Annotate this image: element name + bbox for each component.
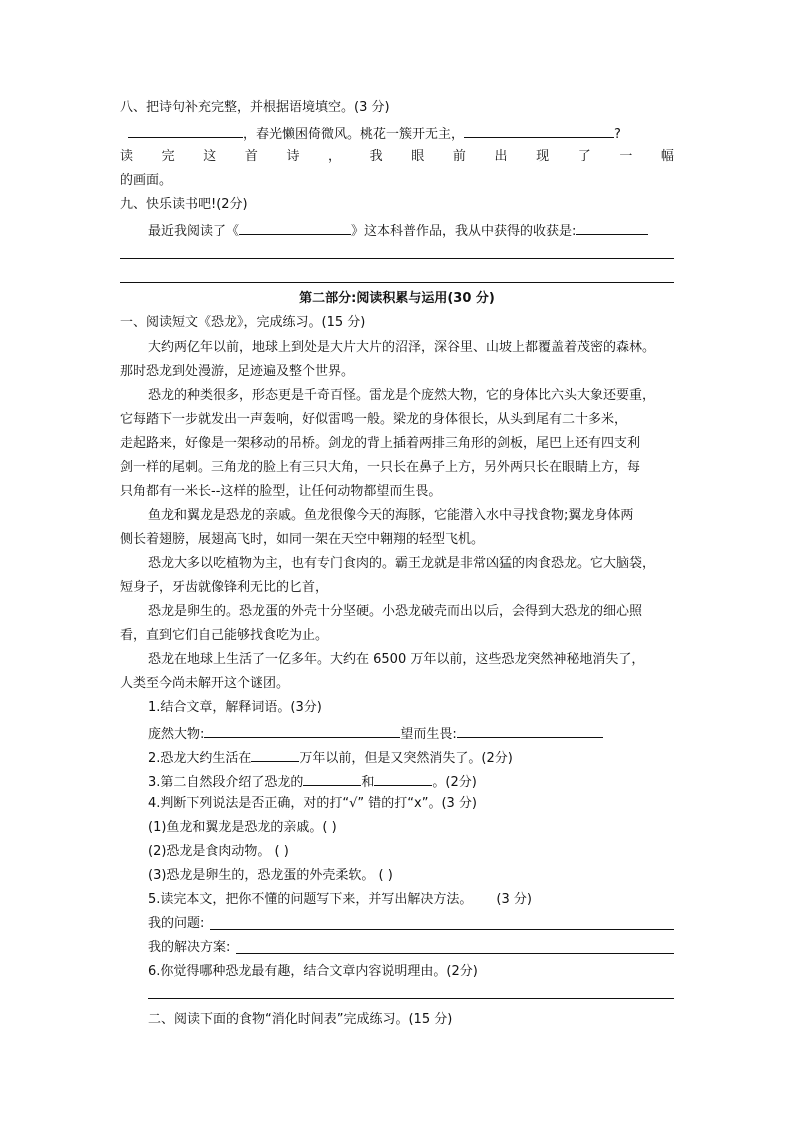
book-title-blank[interactable] xyxy=(239,220,351,235)
poem-blank-1[interactable] xyxy=(128,123,243,138)
article-line: 大约两亿年以前，地球上到处是大片大片的沼泽，深谷里、山坡上都覆盖着茂密的森林。 xyxy=(148,340,656,355)
q5-question-line[interactable] xyxy=(210,929,674,930)
q5-prompt xyxy=(148,891,532,909)
article-line: 恐龙在地球上生活了一亿多年。大约在 6500 万年以前，这些恐龙突然神秘地消失了， xyxy=(148,652,645,667)
reading-line xyxy=(148,220,648,241)
q6-answer-line[interactable] xyxy=(148,998,674,999)
article-line: 看，直到它们自己能够找食吃为止。 xyxy=(120,628,329,643)
article-line: 那时恐龙到处漫游，足迹遍及整个世界。 xyxy=(120,364,355,379)
spread-char: 我 xyxy=(369,149,383,164)
spread-char: 诗 xyxy=(286,149,300,164)
part2-heading: 第二部分:阅读积累与运用(30 分) xyxy=(299,291,495,306)
q5-text: 5.读完本文，把你不懂的问题写下来，并写出解决方法。 xyxy=(148,892,473,907)
poem-question-mark: ? xyxy=(614,127,621,142)
section8-title: 八、把诗句补充完整，并根据语境填空。(3 分) xyxy=(120,100,390,115)
q4-item-2[interactable]: (2)恐龙是食肉动物。 ( ) xyxy=(148,844,289,859)
question2-title: 二、阅读下面的食物“消化时间表”完成练习。(15 分) xyxy=(148,1012,453,1027)
q3-line xyxy=(148,771,477,792)
spread-char: 了 xyxy=(577,149,591,164)
q5-solution-label: 我的解决方案: xyxy=(148,940,231,955)
spread-char: 出 xyxy=(494,149,508,164)
q4-prompt: 4.判断下列说法是否正确，对的打“√” 错的打“x”。(3 分) xyxy=(148,796,477,811)
q1-word-b: 望而生畏: xyxy=(400,727,457,742)
q6-prompt: 6.你觉得哪种恐龙最有趣，结合文章内容说明理由。(2分) xyxy=(148,964,478,979)
poem-blank-2[interactable] xyxy=(464,123,614,138)
article-line: 恐龙的种类很多，形态更是千奇百怪。雷龙是个庞然大物，它的身体比六头大象还要重， xyxy=(148,388,656,403)
q1-word-a: 庞然大物: xyxy=(148,727,205,742)
spread-char: 这 xyxy=(203,149,217,164)
q3-and: 和 xyxy=(361,775,375,790)
article-line: 鱼龙和翼龙是恐龙的亲戚。鱼龙很像今天的海豚，它能潜入水中寻找食物;翼龙身体两 xyxy=(148,508,634,523)
article-line: 走起路来，好像是一架移动的吊桥。剑龙的背上插着两排三角形的剑板，尾巴上还有四支利 xyxy=(120,436,641,451)
spread-char: 读 xyxy=(120,149,134,164)
q1-blank-b[interactable] xyxy=(457,723,603,738)
article-line: 短身子，牙齿就像锋利无比的匕首， xyxy=(120,580,329,595)
reading-prefix: 最近我阅读了《 xyxy=(148,224,240,239)
article-line: 恐龙大多以吃植物为主，也有专门食肉的。霸王龙就是非常凶猛的肉食恐龙。它大脑袋， xyxy=(148,556,656,571)
spread-char: 一 xyxy=(619,149,633,164)
q1-blank-a[interactable] xyxy=(204,723,400,738)
gain-blank[interactable] xyxy=(576,220,648,235)
poem-context-end: 的画面。 xyxy=(120,173,173,188)
answer-line-2[interactable] xyxy=(120,282,674,283)
q4-item-1[interactable]: (1)鱼龙和翼龙是恐龙的亲戚。( ) xyxy=(148,820,337,835)
q2-prefix: 2.恐龙大约生活在 xyxy=(148,751,252,766)
q2-blank[interactable] xyxy=(251,747,299,762)
spread-char: 前 xyxy=(452,149,466,164)
q3-blank-1[interactable] xyxy=(303,771,361,786)
spread-char: 首 xyxy=(244,149,258,164)
article-line: 侧长着翅膀，展翅高飞时，如同一架在天空中翱翔的轻型飞机。 xyxy=(120,532,485,547)
spread-char: 幅 xyxy=(660,149,674,164)
q3-blank-2[interactable] xyxy=(374,771,432,786)
poem-context-line xyxy=(120,148,674,166)
article-line: 人类至今尚未解开这个谜团。 xyxy=(120,676,290,691)
poem-line xyxy=(128,123,621,144)
spread-char: 眼 xyxy=(411,149,425,164)
q1-prompt: 1.结合文章，解释词语。(3分) xyxy=(148,700,322,715)
answer-line-1[interactable] xyxy=(120,258,674,259)
reading-suffix: 》这本科普作品，我从中获得的收获是: xyxy=(351,224,577,239)
q1-answers xyxy=(148,723,603,744)
poem-text: ，春光懒困倚微风。桃花一簇开无主， xyxy=(243,127,465,142)
q2-suffix: 万年以前，但是又突然消失了。(2分) xyxy=(299,751,513,766)
article-line: 只角都有一米长--这样的脸型，让任何动物都望而生畏。 xyxy=(120,484,442,499)
q2-line xyxy=(148,747,513,768)
q3-prefix: 3.第二自然段介绍了恐龙的 xyxy=(148,775,304,790)
article-line: 它每踏下一步就发出一声轰响，好似雷鸣一般。梁龙的身体很长，从头到尾有二十多米， xyxy=(120,412,628,427)
spread-char: ， xyxy=(328,149,342,164)
section9-title: 九、快乐读书吧!(2分) xyxy=(120,197,248,212)
q5-solution-line[interactable] xyxy=(236,953,674,954)
q3-suffix: 。(2分) xyxy=(432,775,477,790)
spread-char: 完 xyxy=(161,149,175,164)
article-line: 剑一样的尾刺。三角龙的脸上有三只大角，一只长在鼻子上方，另外两只长在眼睛上方，每 xyxy=(120,460,641,475)
q4-item-3[interactable]: (3)恐龙是卵生的，恐龙蛋的外壳柔软。 ( ) xyxy=(148,868,393,883)
q5-question-label: 我的问题: xyxy=(148,916,205,931)
q5-score: (3 分) xyxy=(496,892,532,907)
article-line: 恐龙是卵生的。恐龙蛋的外壳十分坚硬。小恐龙破壳而出以后，会得到大恐龙的细心照 xyxy=(148,604,643,619)
question1-title: 一、阅读短文《恐龙》，完成练习。(15 分) xyxy=(120,315,366,330)
spread-char: 现 xyxy=(536,149,550,164)
